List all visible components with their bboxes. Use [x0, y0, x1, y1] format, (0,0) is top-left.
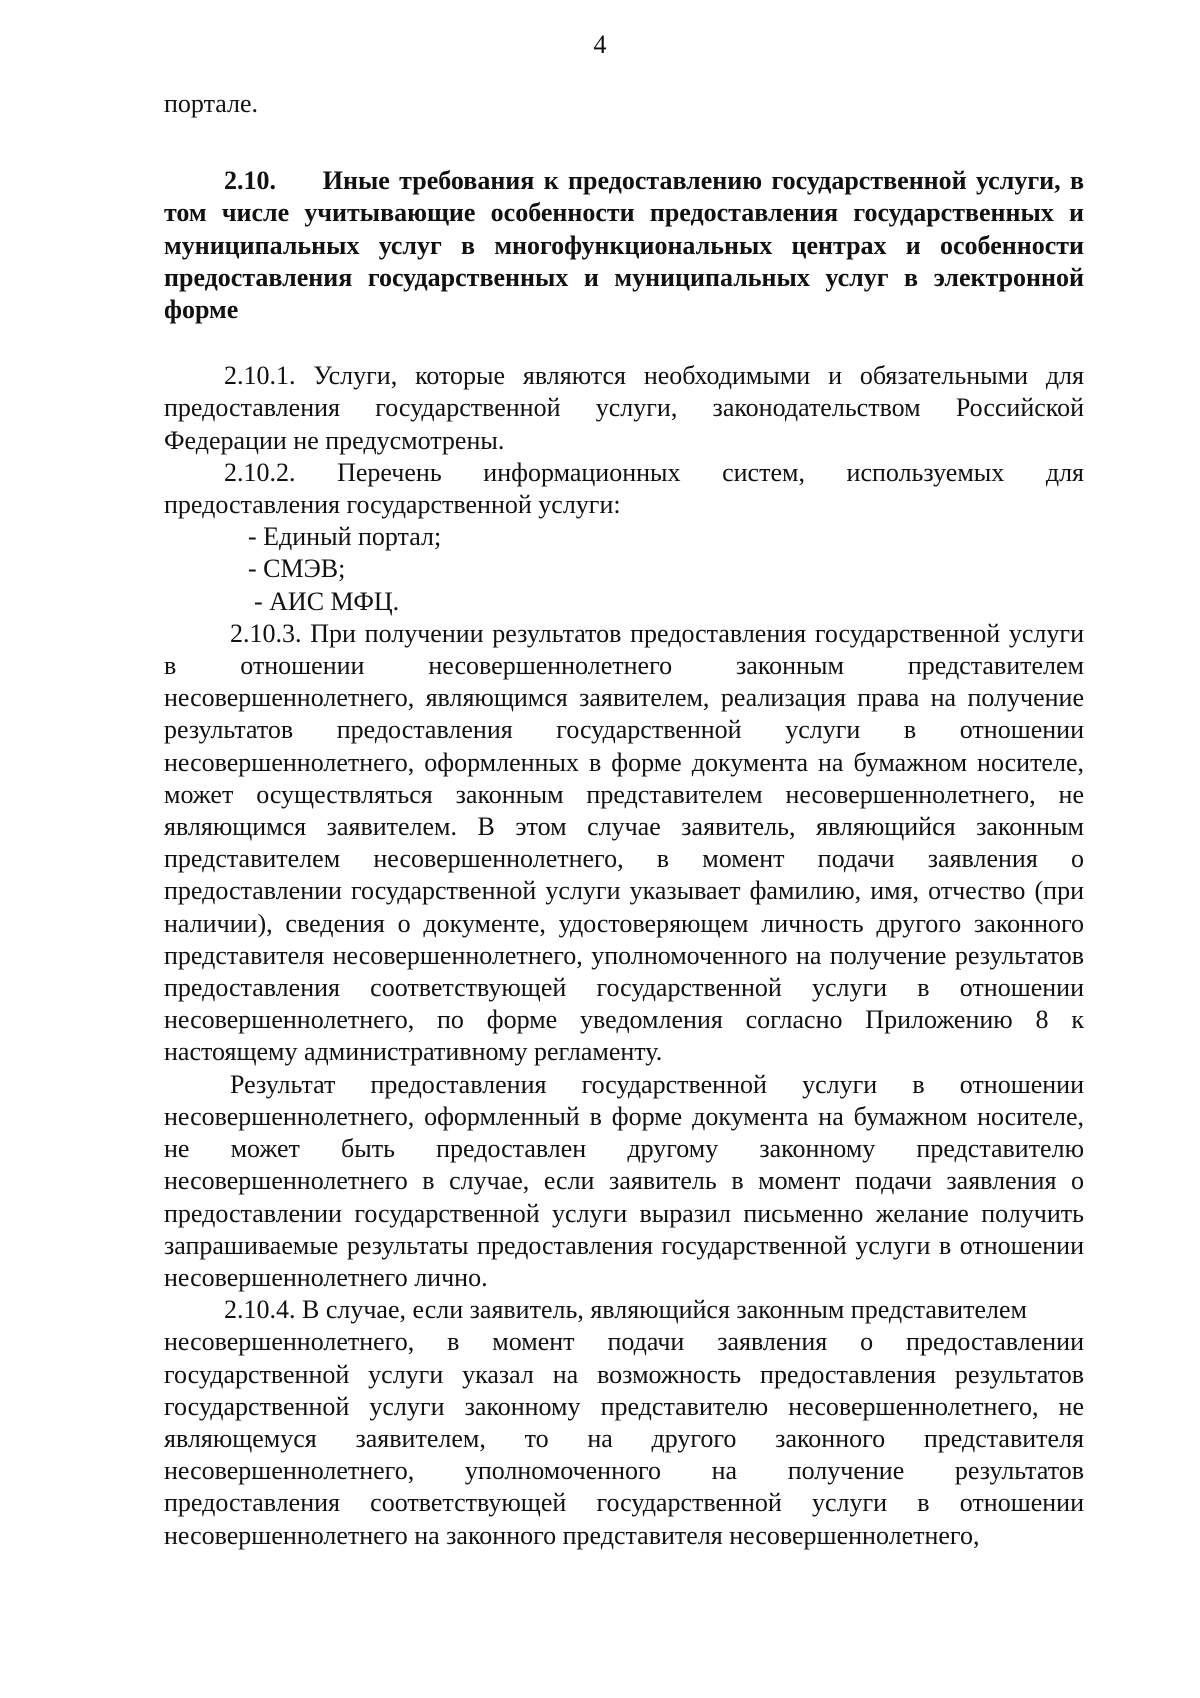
paragraph-result: Результат предоставления государственной услуги в отношении несовершеннолетнего, оформленный в форме документа на бумажном носителе, не может быть предоставлен другому законному представителю несовершеннолетнего в случае, если заявитель в момент подачи заявления о предоставлении государственной услуги выразил письменно желание получить запрашиваемые результаты предоставления государственной услуги в отношении несовершеннолетнего лично.: [164, 1069, 1084, 1292]
list-item: - АИС МФЦ.: [254, 586, 400, 616]
paragraph-2-10-2: 2.10.2. Перечень информационных систем, используемых для предоставления государственной услуги:: [164, 457, 1084, 520]
page-number: 4: [593, 30, 607, 59]
paragraph-2-10-1: 2.10.1. Услуги, которые являются необходимыми и обязательными для предоставления государственной услуги, законодательством Российской Федерации не предусмотрены.: [164, 361, 1084, 455]
list-item: - Единый портал;: [248, 522, 442, 552]
paragraph-2-10-4-rest: несовершеннолетнего, в момент подачи заявления о предоставлении государственной услуги указал на возможность предоставления результатов государственной услуги законному представителю несовершеннолетнего, не являющемуся заявителем, то на другого законного представителя несовершеннолетнего, уполномоченного на получение результатов предоставления соответствующей государственной услуги в отношении несовершеннолетнего на законного представителя несовершеннолетнего,: [164, 1327, 1084, 1550]
section-number: 2.10.: [224, 166, 276, 196]
list-item: - СМЭВ;: [248, 554, 346, 584]
paragraph-2-10-3: 2.10.3. При получении результатов предоставления государственной услуги в отношении несовершеннолетнего законным представителем несовершеннолетнего, являющимся заявителем, реализация права на получение результатов предоставления государственной услуги в отношении несовершеннолетнего, оформленных в форме документа на бумажном носителе, может осуществляться законным представителем несовершеннолетнего, не являющимся заявителем. В этом случае заявитель, являющийся законным представителем несовершеннолетнего, в момент подачи заявления о предоставлении государственной услуги указывает фамилию, имя, отчество (при наличии), сведения о документе, удостоверяющем личность другого законного представителя несовершеннолетнего, уполномоченного на получение результатов предоставления соответствующей государственной услуги в отношении несовершеннолетнего, по форме уведомления согласно Приложению 8 к настоящему административному регламенту.: [164, 618, 1084, 1067]
section-heading: [164, 165, 1084, 326]
intro-line: портале.: [164, 89, 259, 118]
section-title: Иные требования к предоставлению государственной услуги, в том числе учитывающие особенности предоставления государственных и муниципальных услуг в многофункциональных центрах и особенности предоставления государственных и муниципальных услуг в электронной форме: [164, 166, 1084, 325]
paragraph-2-10-4-start: 2.10.4. В случае, если заявитель, являющийся законным представителем: [224, 1295, 1027, 1325]
document-body: [164, 88, 1084, 1552]
